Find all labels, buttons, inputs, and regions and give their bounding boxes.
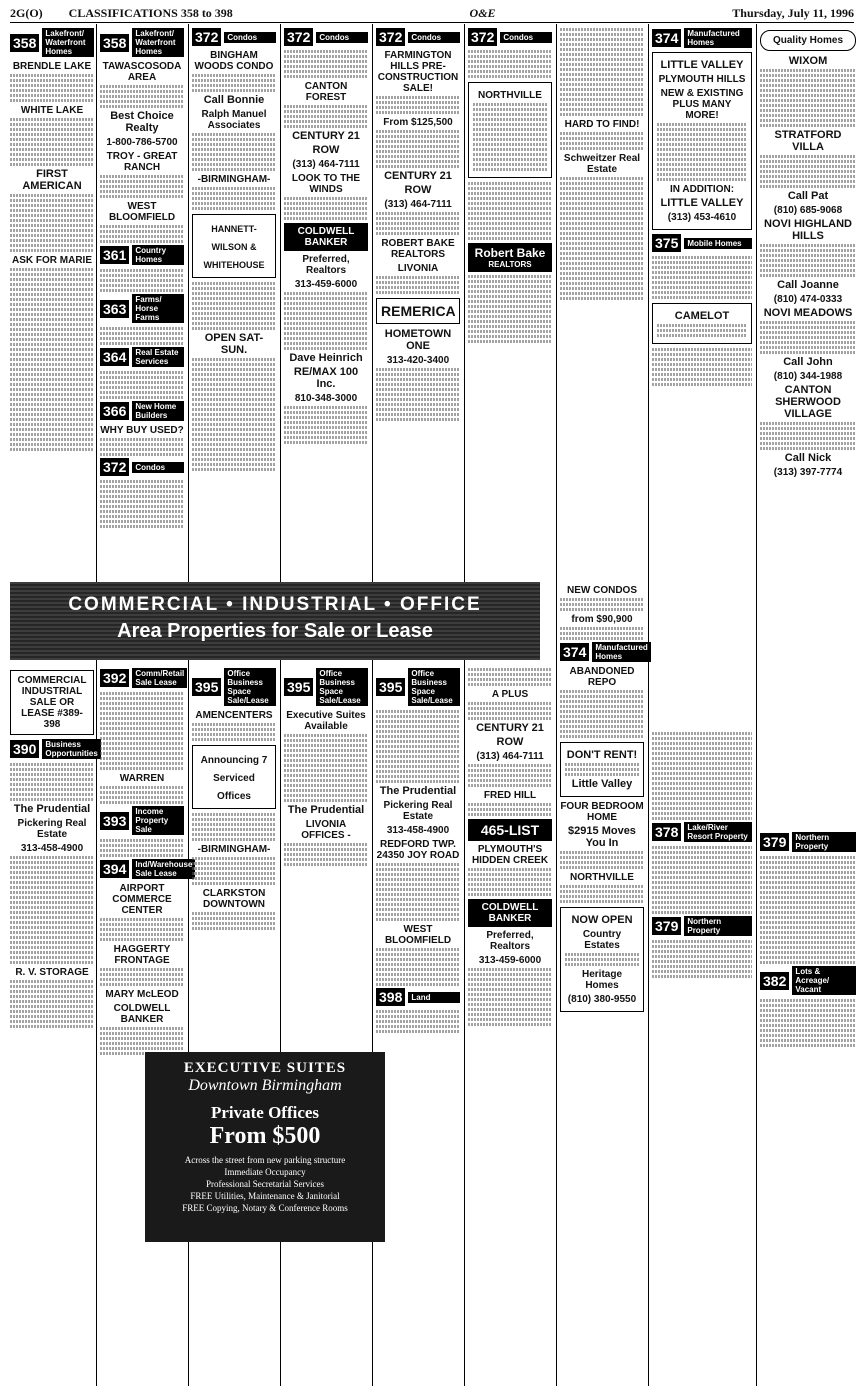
ad-price: From $125,500 [383,117,453,128]
ad-title: CENTURY 21 [384,170,452,182]
section-header-364: 364 Real Estate Services [100,347,184,367]
ad-title: CLARKSTON DOWNTOWN [202,888,266,910]
ad-title: CENTURY 21 [292,130,360,142]
ad-title: OPEN SAT-SUN. [204,332,264,356]
ad-title: Preferred, Realtors [486,930,534,952]
column-9 [760,26,856,826]
section-header-361: 361 Country Homes [100,245,184,265]
ad-title: -BIRMINGHAM- [197,174,271,185]
ad-phone: 313-459-6000 [294,279,358,290]
ad-phone: (313) 464-7111 [476,751,544,762]
exec-features-list: Across the street from new parking structure Immediate Occupancy Professional Secretarial Services FREE Utilities, Maintenance & Janitorial FREE Copying, Notary & Conference Rooms [182,1155,348,1213]
column-6 [468,26,552,578]
ad-title: A PLUS [491,689,529,700]
ad-title: WIXOM [788,55,828,67]
quality-homes-logo: Quality Homes [760,30,856,51]
ad-title: ROW [404,184,432,196]
ad-phone: 1-800-786-5700 [106,137,178,148]
ad-title: WEST BLOOMFIELD [384,924,452,946]
commercial-banner: COMMERCIAL • INDUSTRIAL • OFFICE Area Properties for Sale or Lease [10,582,540,660]
ad-title: ABANDONED REPO [569,666,635,688]
section-header-372a: 372 Condos [100,458,184,476]
ad-title: ROW [496,736,524,748]
section-header-374: 374 Manufactured Homes [652,28,752,48]
ad-title: RE/MAX 100 Inc. [293,366,359,390]
section-header-398: 398 Land [376,988,460,1006]
ad-title: Call Pat [787,190,829,202]
ad-phone: (313) 464-7111 [384,199,452,210]
section-header-372b: 372 Condos [192,28,276,46]
column-7 [560,26,644,578]
section-header-382: 382 Lots & Acreage/ Vacant [760,966,856,995]
now-open-box: NOW OPEN Country Estates Heritage Homes (810) 380-9550 [560,907,644,1012]
section-header-393: 393 Income Property Sale [100,806,184,835]
remerica-logo: REMERICA [376,298,460,324]
ad-title: ROBERT BAKE REALTORS [381,238,455,260]
coldwell-logo: COLDWELL BANKER [284,223,368,251]
northville-box: NORTHVILLE [468,82,552,178]
section-header-392: 392 Comm/Retail Sale Lease [100,668,184,688]
ad-title: CANTON FOREST [304,81,348,103]
page-header [10,4,854,23]
ad-title: ASK FOR MARIE [12,255,92,266]
ad-title: BINGHAM WOODS CONDO [194,50,274,72]
column-2 [100,26,184,578]
ad-title: STRATFORD VILLA [774,129,842,153]
ad-title: WARREN [119,773,165,784]
list-logo: 465-LIST [468,819,552,841]
ad-title: Call Joanne [777,279,839,291]
ad-title: TAWASCOSODA AREA [102,61,182,83]
announcing-box: Announcing 7 Serviced Offices [192,745,276,809]
ad-title: Executive Suites Available [286,710,366,732]
issue-date: Thursday, July 11, 1996 [732,5,854,20]
section-header-395c: 395 Office Business Space Sale/Lease [376,668,460,706]
section-header-379: 379 Northern Property [760,832,856,852]
ad-title: LOOK TO THE WINDS [291,173,361,195]
dont-rent-box: DON'T RENT! Little Valley [560,742,644,797]
ad-title: NORTHVILLE [570,872,634,883]
ad-title: HARD TO FIND! [564,119,640,130]
section-header-395a: 395 Office Business Space Sale/Lease [192,668,276,706]
robert-bake-logo: Robert Bake REALTORS [468,243,552,272]
ad-title: Preferred, Realtors [302,254,350,276]
ad-title: FARMINGTON HILLS PRE-CONSTRUCTION SALE! [377,50,459,94]
ad-title: FOUR BEDROOM HOME [560,801,644,823]
ad-title: Dave Heinrich [289,352,363,364]
ad-title: $2915 Moves You In [568,825,636,849]
column-6-bottom [468,666,552,1386]
ad-title: AMENCENTERS [195,710,273,721]
section-header-372e: 372 Condos [468,28,552,46]
ad-phone: 810-348-3000 [294,393,358,404]
section-header-379b: 379 Northern Property [652,916,752,936]
ad-phone: 313-458-4900 [20,843,84,854]
ad-title: BRENDLE LAKE [12,61,92,72]
ad-phone: (313) 464-7111 [292,159,360,170]
ad-title: HOMETOWN ONE [384,328,452,352]
ad-phone: 313-458-4900 [386,825,450,836]
column-8 [652,26,752,726]
section-header-375: 375 Mobile Homes [652,234,752,252]
ad-title: Call John [783,356,833,368]
section-header-363: 363 Farms/ Horse Farms [100,294,184,323]
ad-title: HAGGERTY FRONTAGE [113,944,171,966]
ad-phone: 313-459-6000 [478,955,542,966]
section-header-366: 366 New Home Builders [100,401,184,421]
ad-title: Pickering Real Estate [383,800,453,822]
ad-title: WHY BUY USED? [100,425,184,436]
column-5 [376,26,460,578]
column-1-bottom [10,666,98,1386]
prudential-logo: The Prudential [379,785,457,797]
section-header-394: 394 Ind/Warehouse Sale Lease [100,859,184,879]
section-header-372d: 372 Condos [376,28,460,46]
ad-title: NOVI HIGHLAND HILLS [764,218,852,242]
ad-title: NOVI MEADOWS [763,307,853,319]
section-header-395b: 395 Office Business Space Sale/Lease [284,668,368,706]
ad-title: PLYMOUTH'S HIDDEN CREEK [471,844,549,866]
ad-title: Call Bonnie [203,94,265,106]
ad-phone: (810) 344-1988 [773,371,843,382]
column-9-bottom [760,830,856,1386]
ad-title: FIRST AMERICAN [22,168,82,192]
column-divider [464,24,465,1386]
ad-title: Pickering Real Estate [17,818,87,840]
column-divider [556,24,557,1386]
column-divider [648,24,649,1386]
ad-title: NEW CONDOS [567,585,637,596]
classification-range: CLASSIFICATIONS 358 to 398 [68,5,233,20]
page-number: 2G(O) [10,5,43,20]
ad-title: Ralph Manuel Associates [201,109,267,131]
column-8-bottom [652,730,752,1386]
ad-title: CENTURY 21 [476,722,544,734]
column-divider [756,24,757,1386]
column-divider [96,24,97,1386]
section-header-390: 390 Business Opportunities [10,739,94,759]
ad-title: R. V. STORAGE [15,967,89,978]
ad-phone: (313) 397-7774 [773,467,843,478]
ad-title: Schweitzer Real Estate [563,153,641,175]
prudential-logo: The Prudential [287,804,365,816]
ad-title: LIVONIA [397,263,439,274]
little-valley-ad: LITTLE VALLEY PLYMOUTH HILLS NEW & EXISTING PLUS MANY MORE! IN ADDITION: LITTLE VALLEY (313) 453-4610 [652,52,752,230]
ad-title: MARY McLEOD [105,989,179,1000]
ad-title: TROY - GREAT RANCH [106,151,178,173]
ad-phone: (810) 685-9068 [773,205,843,216]
column-2-bottom [100,666,193,1386]
section-header-358: 358 Lakefront/ Waterfront Homes [10,28,94,57]
column-3-bottom [192,666,276,1046]
ad-title: AIRPORT COMMERCE CENTER [112,883,172,916]
column-4-bottom [284,666,368,1046]
ad-title: WEST BLOOMFIELD [108,201,176,223]
commercial-index-box: COMMERCIAL INDUSTRIAL SALE OR LEASE #389-398 [10,670,94,735]
ad-title: -BIRMINGHAM- [197,844,271,855]
section-header-358b: 358 Lakefront/ Waterfront Homes [100,28,184,57]
column-4 [284,26,368,578]
camelot-ad: CAMELOT [652,303,752,344]
coldwell-logo: COLDWELL BANKER [468,899,552,927]
column-1 [10,26,94,578]
ad-title: Best Choice Realty [110,110,174,134]
ad-title: Call Nick [784,452,832,464]
ad-phone: (810) 474-0333 [773,294,843,305]
ad-price: from $90,900 [571,614,633,625]
paper-name: O&E [469,5,496,20]
ad-title: WHITE LAKE [20,105,84,116]
column-3 [192,26,276,578]
ad-phone: 313-420-3400 [386,355,450,366]
ad-title: ROW [312,144,340,156]
section-header-378: 378 Lake/River Resort Property [652,822,752,842]
ad-title: CANTON SHERWOOD VILLAGE [775,384,841,420]
section-header-372c: 372 Condos [284,28,368,46]
ad-title: FRED HILL [483,790,537,801]
ad-title: LIVONIA OFFICES - [301,819,351,841]
ad-title: REDFORD TWP. 24350 JOY ROAD [376,839,460,861]
executive-suites-ad: EXECUTIVE SUITES Downtown Birmingham Private Offices From $500 Across the street from new parking structure Immediate Occupancy Professional Secretarial Services FREE Utilities, Maintenance & Janitorial FREE Copying, Notary & Conference Rooms [145,1052,385,1242]
hannett-logo: HANNETT-WILSON & WHITEHOUSE [192,214,276,278]
column-5-bottom [376,666,460,1386]
ad-title: COLDWELL BANKER [113,1003,171,1025]
column-7-bottom [560,582,648,1386]
prudential-logo: The Prudential [13,803,91,815]
section-header-374b: 374 Manufactured Homes [560,642,644,662]
